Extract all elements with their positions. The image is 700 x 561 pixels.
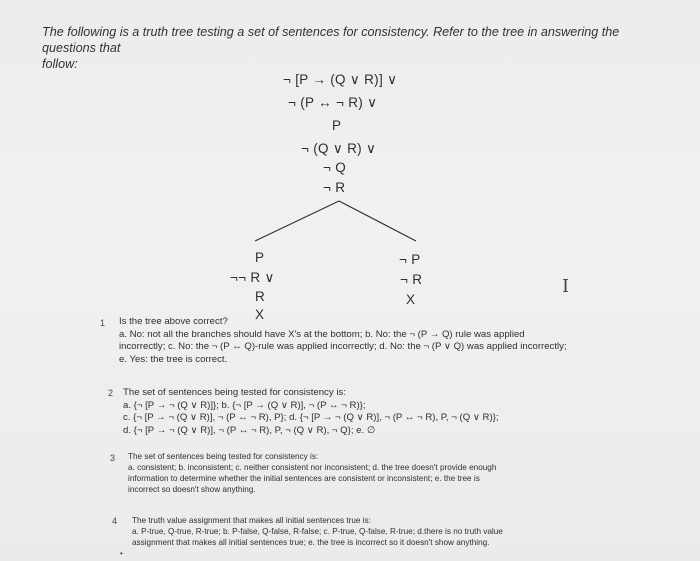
left-branch-line-1: P (255, 250, 265, 265)
question-3-text (128, 451, 496, 495)
question-3-number: 3 (110, 453, 116, 463)
question-2-line-2: a. {¬ [P → ¬ (Q ∨ R)]}; b. {¬ [P → (Q ∨ R)], ¬ (P ↔ ¬ R)}; (123, 399, 366, 411)
left-branch-line-2: ¬¬ R ∨ (230, 270, 275, 285)
tree-trunk-line-3: P (332, 118, 342, 133)
question-1-line-1: Is the tree above correct? (119, 316, 228, 327)
right-branch-line-1: ¬ P (399, 252, 421, 267)
tree-trunk-line-1: ¬ [P → (Q ∨ R)] ∨ (283, 72, 398, 87)
right-branch-close-x: X (406, 292, 416, 307)
question-1-line-3: incorrectly; c. No: the ¬ (P ↔ Q)-rule was applied incorrectly; d. No: the ¬ (P ∨ Q) was applied incorrectly; (119, 341, 567, 352)
tree-trunk-line-4: ¬ (Q ∨ R) ∨ (301, 141, 377, 156)
question-2-line-3: c. {¬ [P → ¬ (Q ∨ R)], ¬ (P ↔ ¬ R), P}; d. {¬ [P → ¬ (Q ∨ R)], ¬ (P ↔ ¬ R), P, ¬ (Q ∨ R)}; (123, 412, 499, 423)
question-4-number: 4 (112, 516, 118, 526)
left-branch-close-x: X (255, 307, 265, 322)
question-4-line-2: a. P-true, Q-true, R-true; b. P-false, Q-false, R-false; c. P-true, Q-false, R-true; d.there is no truth value (132, 527, 503, 536)
question-2-line-1: The set of sentences being tested for consistency is: (123, 387, 346, 398)
question-1-number: 1 (100, 318, 106, 328)
tree-trunk-line-6: ¬ R (323, 180, 346, 195)
question-3-line-1: The set of sentences being tested for consistency is: (128, 452, 319, 461)
question-1-line-2: a. No: not all the branches should have X's at the bottom; b. No: the ¬ (P → Q) rule was applied (119, 328, 525, 340)
left-branch-line-3: R (255, 289, 266, 304)
right-branch-line-2: ¬ R (400, 272, 423, 287)
question-1-line-4: e. Yes: the tree is correct. (119, 353, 228, 365)
intro-line-1: The following is a truth tree testing a set of sentences for consistency. Refer to the tree in answering the questions that (42, 25, 620, 55)
right-branch-line (339, 201, 416, 241)
question-2-line-4: d. {¬ [P → ¬ (Q ∨ R)], ¬ (P ↔ ¬ R), P, ¬ (Q ∨ R), ¬ Q}; e. ∅ (123, 424, 376, 436)
question-3-line-2: a. consistent; b. inconsistent; c. neither consistent nor inconsistent; d. the tree doesn't provide enough (128, 463, 497, 472)
question-3-line-4: incorrect so doesn't show anything. (128, 485, 256, 494)
question-1-text (119, 316, 567, 366)
question-4-line-3: assignment that makes all initial sentences true; e. the tree is incorrect so it doesn't show anything. (132, 538, 490, 547)
question-4-text (132, 515, 503, 548)
question-4-line-1: The truth value assignment that makes all initial sentences true is: (132, 516, 371, 525)
tree-trunk-line-5: ¬ Q (323, 160, 347, 175)
tree-trunk-line-2: ¬ (P ↔ ¬ R) ∨ (288, 95, 378, 110)
text-cursor-icon: I (562, 276, 570, 297)
bullet-mark: • (120, 549, 123, 558)
question-3-line-3: information to determine whether the initial sentences are consistent or inconsistent; e. the tree is (128, 474, 480, 483)
left-branch-line (255, 201, 339, 241)
question-2-text (123, 387, 499, 437)
question-2-number: 2 (108, 388, 114, 398)
intro-line-2: follow: (42, 57, 78, 71)
